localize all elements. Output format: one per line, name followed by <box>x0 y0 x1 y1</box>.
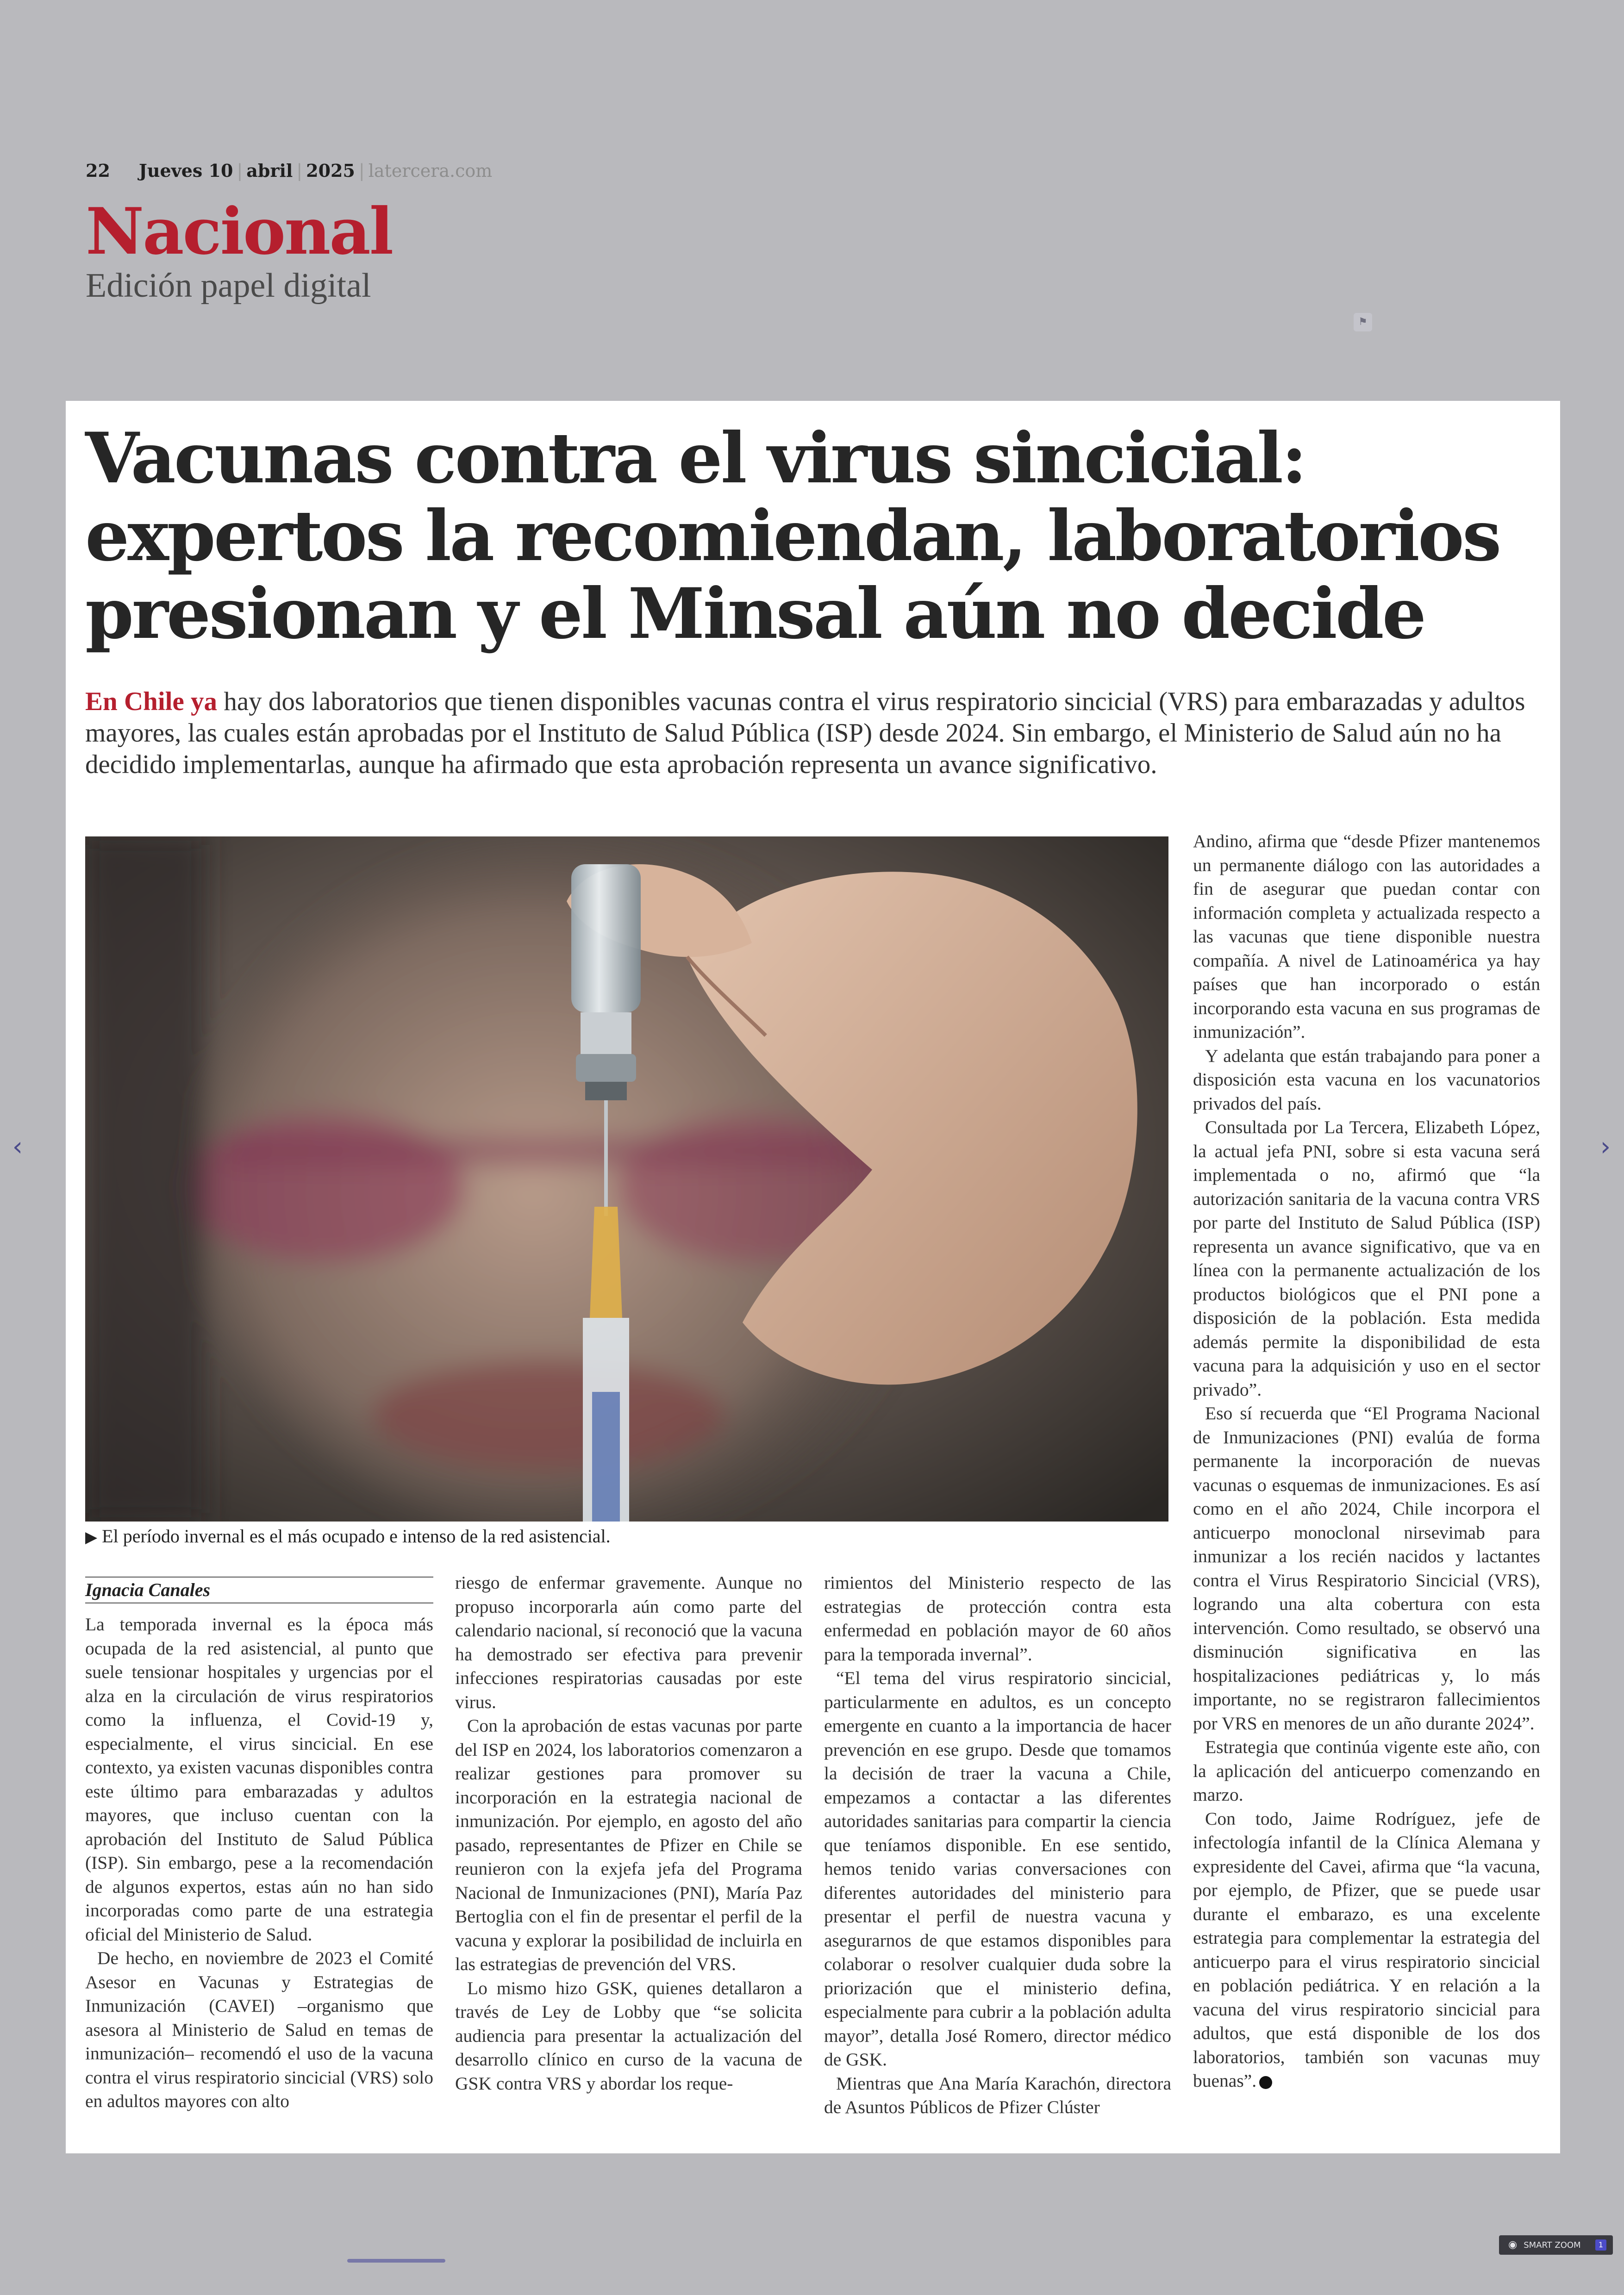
paragraph: Y adelanta que están trabajando para poner a disposición esta vacuna en los vacunatorios privados del país. <box>1193 1045 1540 1114</box>
lede-text: hay dos laboratorios que tienen disponibles vacunas contra el virus respiratorio sincicial (VRS) para embarazadas y adultos mayores, las cuales están aprobadas por el Instituto de Salud Pública (ISP) desde 2024. Sin embargo, el Ministerio de Salud aún no ha decidido implementarlas, aunque ha afirmado que esta aprobación representa un avance significativo. <box>85 687 1525 779</box>
caption-text: El período invernal es el más ocupado e intenso de la red asistencial. <box>102 1526 611 1547</box>
end-of-article-icon <box>1259 2076 1272 2089</box>
paragraph: riesgo de enfermar gravemente. Aunque no propuso incorporarla aún como parte del calendario nacional, sí reconoció que la vacuna ha demostrado ser efectiva para prevenir infecciones respiratorias causadas por este virus. <box>455 1572 802 1712</box>
paragraph: Estrategia que continúa vigente este año, con la aplicación del anticuerpo comenzando en marzo. <box>1193 1737 1540 1805</box>
newspaper-page[interactable] <box>66 401 1560 2153</box>
paragraph-text: Con todo, Jaime Rodríguez, jefe de infectología infantil de la Clínica Alemana y expresidente del Cavei, afirma que “la vacuna, por ejemplo, de Pfizer, que se puede usar durante el embarazo, es una excelente estrategia para complementar la estrategia del anticuerpo para el virus respiratorio sincicial en población pediátrica. Y en relación a la vacuna del virus respiratorio sincicial para adultos, que está disponible de los dos laboratorios, también son vacunas muy buenas”. <box>1193 1808 1540 2091</box>
smart-zoom-button[interactable] <box>1499 2235 1613 2255</box>
page-number: 22 <box>86 160 110 181</box>
section-title: Nacional <box>86 193 393 269</box>
photo-caption <box>85 1525 1168 1549</box>
smart-zoom-count: 1 <box>1595 2239 1606 2251</box>
previous-page-arrow-icon[interactable]: ‹ <box>12 1132 23 1162</box>
vaccine-photo-illustration <box>85 836 1168 1522</box>
article-column-3 <box>824 1571 1171 2120</box>
paragraph: Eso sí recuerda que “El Programa Nacional de Inmunizaciones (PNI) evalúa de forma permanente la incorporación de nuevas vacunas o esquemas de inmunizaciones. Es así como en el año 2024, Chile incorpora el anticuerpo monoclonal nirsevimab para inmunizar a los recién nacidos y lactantes contra el Virus Respiratorio Sincicial (VRS), logrando una alta cobertura con esta intervención. Como resultado, se observó una disminución significativa en las hospitalizaciones pediátricas y, lo más importante, no se registraron fallecimientos por VRS en menores de un año durante 2024”. <box>1193 1403 1540 1734</box>
smart-zoom-label: SMART ZOOM <box>1524 2240 1581 2250</box>
next-page-arrow-icon[interactable]: › <box>1600 1132 1611 1162</box>
site-name: latercera.com <box>368 161 493 181</box>
caption-marker: ▶ <box>85 1529 98 1546</box>
bookmark-icon[interactable]: ⚑ <box>1354 313 1372 331</box>
reading-progress-bar[interactable] <box>347 2259 1282 2263</box>
paragraph: Mientras que Ana María Karachón, directora de Asuntos Públicos de Pfizer Clúster <box>824 2073 1171 2117</box>
edition-label: Edición papel digital <box>86 267 371 305</box>
paragraph: Lo mismo hizo GSK, quienes detallaron a través de Ley de Lobby que “se solicita audiencia para presentar la actualización del desarrollo clínico en curso de la vacuna de GSK contra VRS y abordar los reque- <box>455 1977 802 2094</box>
paragraph: rimientos del Ministerio respecto de las estrategias de protección contra esta enfermedad en población mayor de 60 años para la temporada invernal”. <box>824 1572 1171 1665</box>
eye-icon: ◉ <box>1508 2239 1518 2251</box>
paragraph: Andino, afirma que “desde Pfizer mantenemos un permanente diálogo con las autoridades a fin de asegurar que puedan contar con información completa y actualizada respecto a las vacunas que tiene disponible nuestra compañía. A nivel de Latinoamérica ya hay países que han incorporado o están incorporando esta vacuna en sus programas de inmunización”. <box>1193 831 1540 1042</box>
article-column-2 <box>455 1571 802 2095</box>
article-lede <box>85 686 1539 780</box>
article-headline: Vacunas contra el virus sincicial: expertos la recomiendan, laboratorios presionan y el Minsal aún no decide <box>85 418 1500 655</box>
masthead <box>86 160 826 306</box>
date-day: Jueves 10 <box>138 160 233 181</box>
dateline: 22 Jueves 10 | abril | 2025 | latercera.com <box>86 160 493 181</box>
paragraph <box>1193 1807 1540 2093</box>
reading-progress-fill <box>347 2259 445 2263</box>
paragraph: De hecho, en noviembre de 2023 el Comité Asesor en Vacunas y Estrategias de Inmunización (CAVEI) –organismo que asesora al Ministerio de Salud en temas de inmunización– recomendó el uso de la vacuna contra el virus respiratorio sincicial (VRS) solo en adultos mayores con alto <box>85 1948 433 2111</box>
paragraph: Con la aprobación de estas vacunas por parte del ISP en 2024, los laboratorios comenzaron a realizar gestiones para promover su incorporación en la estrategia nacional de inmunización. Por ejemplo, en agosto del año pasado, representantes de Pfizer en Chile se reunieron con la exjefa jefa del Programa Nacional de Inmunizaciones (PNI), María Paz Bertoglia con el fin de presentar el perfil de la vacuna y explorar la posibilidad de incluirla en las estrategias de prevención del VRS. <box>455 1715 802 1974</box>
byline: Ignacia Canales <box>85 1577 433 1603</box>
date-month: abril <box>246 160 293 181</box>
date-year: 2025 <box>306 160 355 181</box>
paragraph: Consultada por La Tercera, Elizabeth López, la actual jefa PNI, sobre si esta vacuna será implementada o no, afirmó que “la autorización sanitaria de la vacuna contra VRS por parte del Instituto de Salud Pública (ISP) representa un avance significativo, que va en línea con la permanente actualización de los productos biológicos que el PNI pone a disposición de la población. Esta medida además permite la disponibilidad de esta vacuna para la adquisición y uso en el sector privado”. <box>1193 1117 1540 1400</box>
article-column-1 <box>85 1577 433 2114</box>
article-photo <box>85 836 1168 1522</box>
article-column-4 <box>1193 829 1540 2093</box>
paragraph: La temporada invernal es la época más ocupada de la red asistencial, al punto que suele tensionar hospitales y urgencias por el alza en la circulación de virus respiratorios como la influenza, el Covid-19 y, especialmente, el virus sincicial. En ese contexto, ya existen vacunas disponibles contra este último para embarazadas y adultos mayores, que incluso cuentan con la aprobación del Instituto de Salud Pública (ISP). Sin embargo, pese a la recomendación de algunos expertos, estas aún no han sido incorporadas como parte de una estrategia oficial del Ministerio de Salud. <box>85 1614 433 1945</box>
lede-kicker: En Chile ya <box>85 687 218 716</box>
paragraph: “El tema del virus respiratorio sincicial, particularmente en adultos, es un concepto emergente en cuanto a la importancia de hacer prevención en ese grupo. Desde que tomamos la decisión de traer la vacuna a Chile, empezamos a contactar a las diferentes autoridades sanitarias para compartir la ciencia que teníamos disponible. En ese sentido, hemos tenido varias conversaciones con diferentes autoridades del ministerio para presentar el perfil de nuestra vacuna y asegurarnos de que estamos disponibles para colaborar o resolver cualquier duda sobre la priorización que el ministerio defina, especialmente para cubrir a la población adulta mayor”, detalla José Romero, director médico de GSK. <box>824 1668 1171 2070</box>
